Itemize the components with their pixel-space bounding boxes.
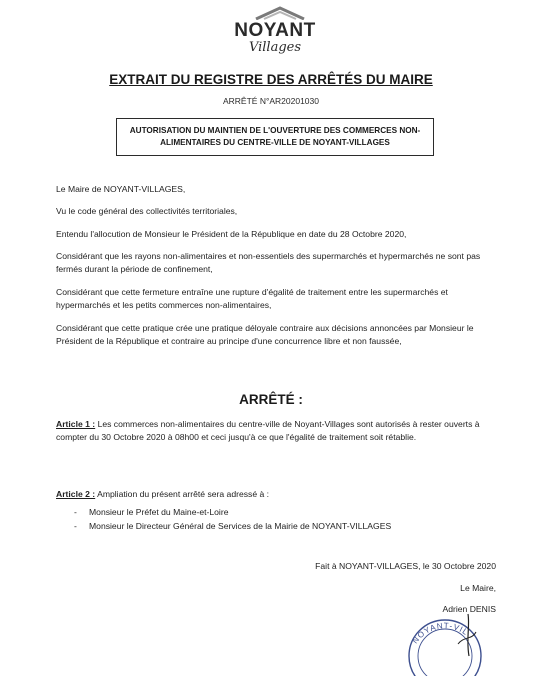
entendu-paragraph: Entendu l'allocution de Monsieur le Président de la République en date du 28 Octobre 2020, xyxy=(56,229,407,239)
signatory-role: Le Maire, xyxy=(460,583,496,593)
vu-paragraph: Vu le code général des collectivités territoriales, xyxy=(56,206,238,216)
considerant-paragraph-1: Considérant que les rayons non-alimentaires et non-essentiels des supermarchés et hypermarchés ne sont pas fermés durant la période de confinement, xyxy=(56,251,481,274)
logo-subtitle: Villages xyxy=(248,40,302,55)
official-stamp xyxy=(400,606,490,676)
subject-text: AUTORISATION DU MAINTIEN DE L'OUVERTURE DES COMMERCES NON-ALIMENTAIRES DU CENTRE-VILLE DE NOYANT-VILLAGES xyxy=(129,126,421,147)
article-2-text: Ampliation du présent arrêté sera adressé à : xyxy=(97,489,270,499)
stamp-text: NOYANT-VIL xyxy=(410,621,471,646)
place-and-date: Fait à NOYANT-VILLAGES, le 30 Octobre 2020 xyxy=(315,561,496,571)
considerant-paragraph-2: Considérant que cette fermeture entraîne une rupture d'égalité de traitement entre les supermarchés et hypermarchés et les petits commerces non-alimentaires, xyxy=(56,287,448,310)
decree-reference: ARRÊTÉ N°AR20201030 xyxy=(222,96,319,106)
document-title: EXTRAIT DU REGISTRE DES ARRÊTÉS DU MAIRE xyxy=(109,72,433,87)
recipient-text: Monsieur le Préfet du Maine-et-Loire xyxy=(89,507,229,517)
article-1-label: Article 1 : xyxy=(56,419,96,429)
article-2-label: Article 2 : xyxy=(56,489,96,499)
roof-logo-icon xyxy=(254,6,306,20)
considerant-paragraph-3: Considérant que cette pratique crée une pratique déloyale contraire aux décisions annoncées par Monsieur le Président de la République et contraire au principe d'une concurrence libre et non faussée, xyxy=(56,323,474,346)
dash-bullet-icon: - xyxy=(74,507,77,517)
signatory-name: Adrien DENIS xyxy=(442,604,496,614)
subject-box xyxy=(116,118,434,156)
article-2 xyxy=(56,488,496,501)
svg-text:NOYANT-VIL xyxy=(411,621,471,645)
mayor-line: Le Maire de NOYANT-VILLAGES, xyxy=(56,184,186,194)
dash-bullet-icon: - xyxy=(74,521,77,531)
article-1 xyxy=(56,418,496,444)
municipality-logo xyxy=(220,6,330,64)
article-1-text: Les commerces non-alimentaires du centre-ville de Noyant-Villages sont autorisés à rester ouverts à compter du 30 Octobre 2020 à 08h00 et ceci jusqu'à ce que l'égalité de traitement soit rétablie. xyxy=(56,419,480,442)
recipient-text: Monsieur le Directeur Général de Services de la Mairie de NOYANT-VILLAGES xyxy=(89,521,392,531)
logo-wordmark: NOYANT xyxy=(234,20,316,41)
decision-heading: ARRÊTÉ : xyxy=(239,392,303,407)
